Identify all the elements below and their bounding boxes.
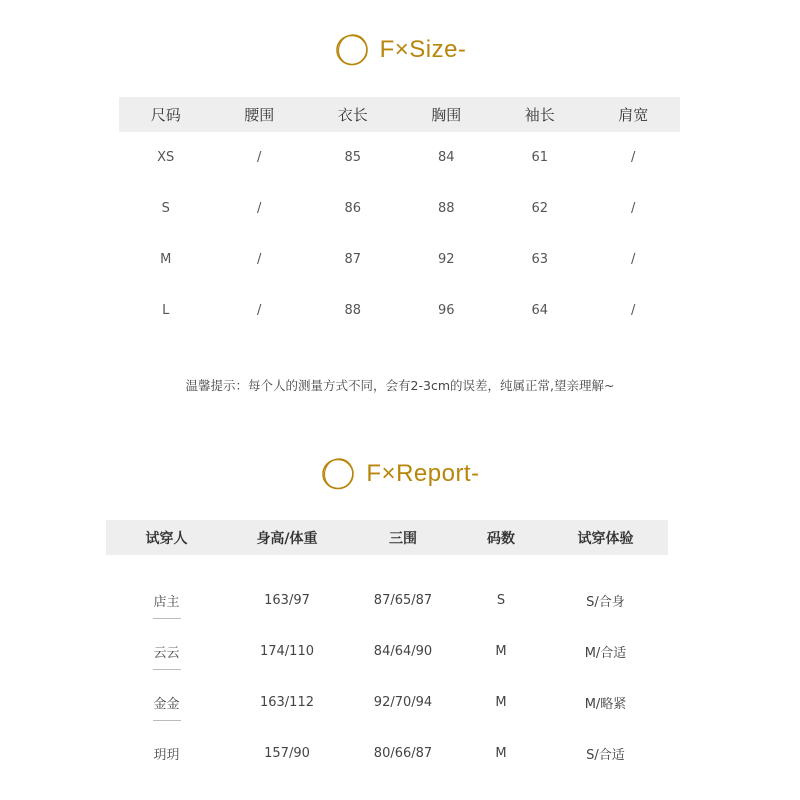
report-table (106, 520, 668, 779)
header-shoulder: 肩宽 (618, 106, 649, 124)
table-row (119, 132, 680, 183)
cell-sleeve: 64 (531, 303, 549, 318)
cell-waist: / (257, 150, 262, 165)
cell-fit: S/合身 (586, 595, 625, 610)
header-size: 码数 (487, 530, 515, 547)
report-title-text: F×Report- (366, 460, 480, 487)
header-height-weight: 身高/体重 (256, 530, 318, 547)
cell-bust: 92 (437, 252, 455, 267)
header-waist: 腰围 (244, 106, 275, 124)
header-bust: 胸围 (431, 106, 462, 124)
cell-fit: M/合适 (584, 646, 627, 661)
circle-logo-icon (320, 456, 356, 492)
cell-height-weight: 163/97 (264, 593, 310, 608)
cell-tester: 金金 (106, 693, 227, 712)
size-title-text: F×Size- (379, 36, 467, 63)
table-row (119, 183, 680, 234)
measurement-note: 温馨提示：每个人的测量方式不同，会有2-3cm的误差，纯属正常,望亲理解~ (185, 378, 615, 393)
cell-waist: / (257, 201, 262, 216)
cell-height-weight: 157/90 (264, 746, 310, 761)
cell-shoulder: / (631, 201, 636, 216)
cell-waist: / (257, 252, 262, 267)
cell-length: 88 (344, 303, 362, 318)
cell-bust: 84 (437, 150, 455, 165)
cell-fit: S/合适 (586, 748, 625, 763)
cell-shoulder: / (631, 303, 636, 318)
cell-tester: 玥玥 (153, 748, 180, 763)
cell-size: M (495, 644, 507, 659)
header-size: 尺码 (150, 106, 181, 124)
cell-tester: 店主 (106, 591, 227, 610)
size-table-header (119, 97, 680, 132)
report-section-title (0, 456, 800, 492)
cell-sleeve: 62 (531, 201, 549, 216)
cell-measurements: 92/70/94 (373, 695, 433, 710)
cell-length: 87 (344, 252, 362, 267)
table-row (106, 677, 668, 728)
report-table-header (106, 520, 668, 555)
cell-length: 86 (344, 201, 362, 216)
cell-measurements: 80/66/87 (373, 746, 433, 761)
table-row (119, 285, 680, 336)
cell-shoulder: / (631, 252, 636, 267)
cell-size: M (495, 746, 507, 761)
size-table-body (119, 132, 680, 336)
cell-height-weight: 174/110 (259, 644, 314, 659)
circle-logo-icon (334, 32, 370, 68)
table-row (106, 728, 668, 779)
size-table (119, 97, 680, 336)
header-measurements: 三围 (389, 530, 417, 547)
cell-length: 85 (344, 150, 362, 165)
cell-bust: 88 (437, 201, 455, 216)
header-sleeve: 袖长 (524, 106, 555, 124)
cell-size: S (496, 593, 506, 608)
cell-size: M (495, 695, 507, 710)
size-section-title (0, 32, 800, 68)
cell-height-weight: 163/112 (259, 695, 314, 710)
table-row (106, 575, 668, 626)
cell-bust: 96 (437, 303, 455, 318)
cell-shoulder: / (631, 150, 636, 165)
cell-waist: / (257, 303, 262, 318)
cell-fit: M/略紧 (584, 697, 627, 712)
cell-measurements: 87/65/87 (373, 593, 433, 608)
header-fit-experience: 试穿体验 (577, 530, 634, 547)
cell-tester: 云云 (106, 642, 227, 661)
header-tester: 试穿人 (145, 530, 188, 547)
cell-size: XS (157, 150, 175, 165)
table-row (106, 626, 668, 677)
cell-size: S (161, 201, 170, 216)
cell-measurements: 84/64/90 (373, 644, 433, 659)
cell-size: M (160, 252, 172, 267)
header-length: 衣长 (337, 106, 368, 124)
cell-sleeve: 63 (531, 252, 549, 267)
cell-sleeve: 61 (531, 150, 549, 165)
table-row (119, 234, 680, 285)
cell-size: L (162, 303, 170, 318)
